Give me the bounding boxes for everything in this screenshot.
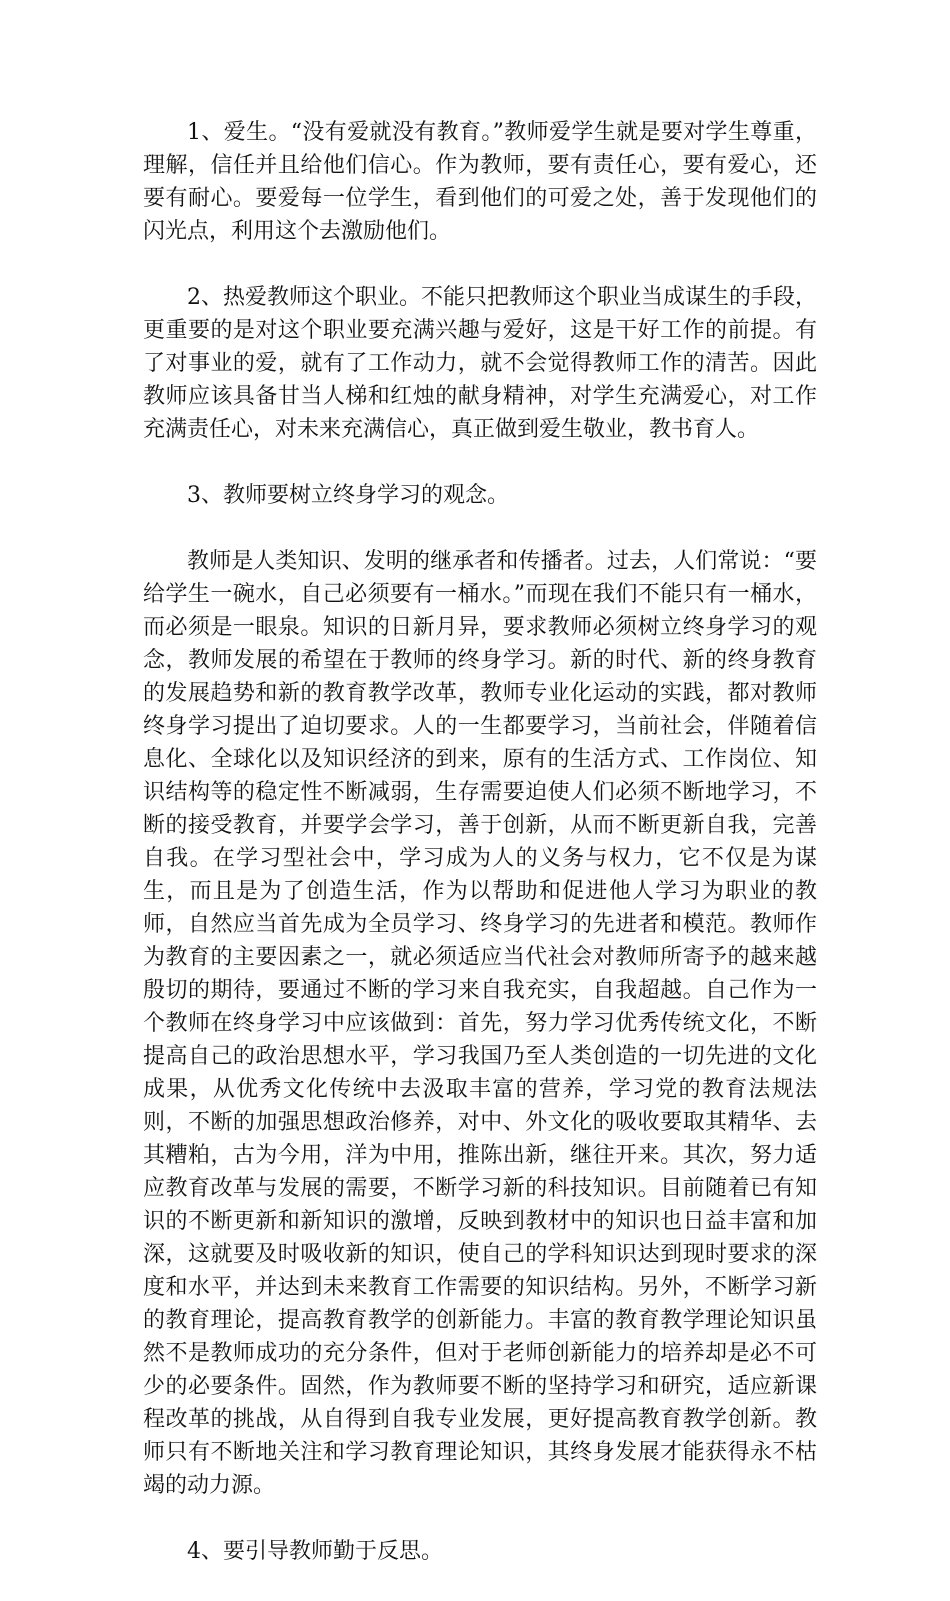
paragraph-love-students: 1、爱生。“没有爱就没有教育。”教师爱学生就是要对学生尊重，理解，信任并且给他们信心。作为教师，要有责任心，要有爱心，还要有耐心。要爱每一位学生，看到他们的可爱之处，善于发现他们的闪光点，利用这个去激励他们。 <box>143 120 817 244</box>
paragraph-lifelong-learning-body: 教师是人类知识、发明的继承者和传播者。过去，人们常说：“要给学生一碗水，自己必须要有一桶水。”而现在我们不能只有一桶水，而必须是一眼泉。知识的日新月异，要求教师必须树立终身学习的观念，教师发展的希望在于教师的终身学习。新的时代、新的终身教育的发展趋势和新的教育教学改革，教师专业化运动的实践，都对教师终身学习提出了迫切要求。人的一生都要学习，当前社会，伴随着信息化、全球化以及知识经济的到来，原有的生活方式、工作岗位、知识结构等的稳定性不断减弱，生存需要迫使人们必须不断地学习，不断的接受教育，并要学会学习，善于创新，从而不断更新自我，完善自我。在学习型社会中，学习成为人的义务与权力，它不仅是为谋生，而且是为了创造生活，作为以帮助和促进他人学习为职业的教师，自然应当首先成为全员学习、终身学习的先进者和模范。教师作为教育的主要因素之一，就必须适应当代社会对教师所寄予的越来越殷切的期待，要通过不断的学习来自我充实，自我超越。自己作为一个教师在终身学习中应该做到：首先，努力学习优秀传统文化，不断提高自己的政治思想水平，学习我国乃至人类创造的一切先进的文化成果，从优秀文化传统中去汲取丰富的营养，学习党的教育法规法则，不断的加强思想政治修养，对中、外文化的吸收要取其精华、去其糟粕，古为今用，洋为中用，推陈出新，继往开来。其次，努力适应教育改革与发展的需要，不断学习新的科技知识。目前随着已有知识的不断更新和新知识的激增，反映到教材中的知识也日益丰富和加深，这就要及时吸收新的知识，使自己的学科知识达到现时要求的深度和水平，并达到未来教育工作需要的知识结构。另外，不断学习新的教育理论，提高教育教学的创新能力。丰富的教育教学理论知识虽然不是教师成功的充分条件，但对于老师创新能力的培养却是必不可少的必要条件。固然，作为教师要不断的坚持学习和研究，适应新课程改革的挑战，从自得到自我专业发展，更好提高教育教学创新。教师只有不断地关注和学习教育理论知识，其终身发展才能获得永不枯竭的动力源。 <box>143 549 817 1498</box>
document-body <box>143 116 817 1601</box>
paragraph-love-profession: 2、热爱教师这个职业。不能只把教师这个职业当成谋生的手段，更重要的是对这个职业要充满兴趣与爱好，这是干好工作的前提。有了对事业的爱，就有了工作动力，就不会觉得教师工作的清苦。因此教师应该具备甘当人梯和红烛的献身精神，对学生充满爱心，对工作充满责任心，对未来充满信心，真正做到爱生敬业，教书育人。 <box>143 285 817 442</box>
paragraph-reflection-heading: 4、要引导教师勤于反思。 <box>187 1539 443 1564</box>
paragraph-lifelong-learning-heading: 3、教师要树立终身学习的观念。 <box>187 483 509 508</box>
